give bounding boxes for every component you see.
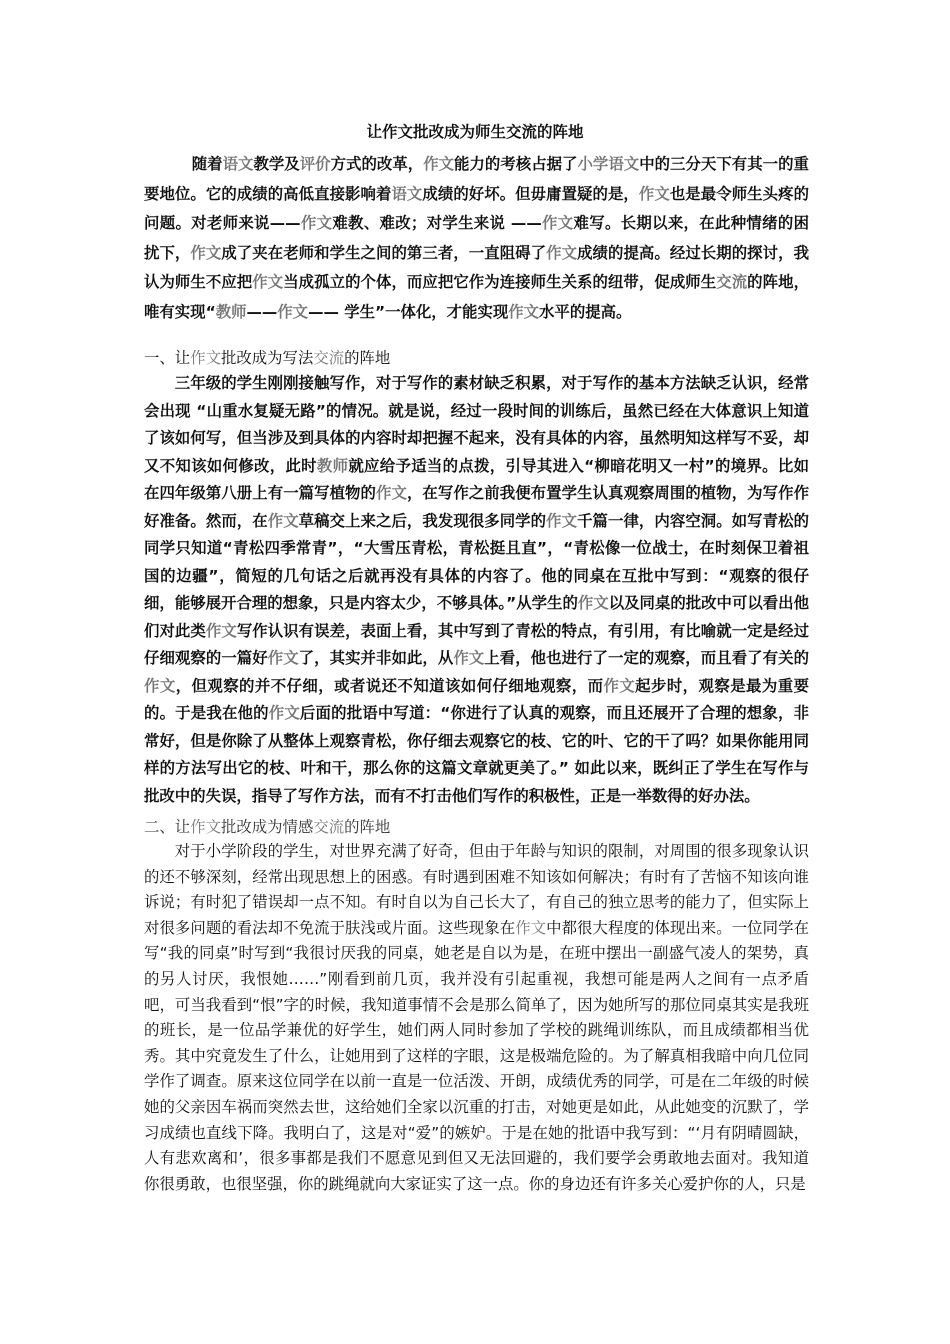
keyword-link[interactable]: 作文	[277, 302, 309, 321]
text-run: 三年级的学生刚刚接触写作，对于写作的素材缺乏积累，对于写作的基本方法缺乏认识，经常会出现 “山重水复疑无路”的情况。就是说，经过一段时间的训练后，虽然已经在大体意识上知道了该如何写，但当涉及到具体的内容时却把握不起来，没有具体的内容，虽然明知这样写不妥，却又不知该如何修改，此时	[144, 374, 809, 475]
section-2	[144, 815, 809, 1197]
text-run: 写作认识有误差，表面上看，其中写到了青松的特点，有引用，有比喻就一定是经过仔细观察的一篇好	[144, 621, 809, 667]
keyword-link[interactable]: 作文	[267, 649, 299, 667]
text-run: 后面的批语中写道：“你进行了认真的观察，而且还展开了合理的想象，非常好，但是你除了从整体上观察青松，你仔细去观察它的枝、它的叶、它的干了吗？如果你能用同样的方法写出它的枝、叶和干，那么你的这篇文章就更美了。” 如此以来，既纠正了学生在写作与批改中的失误，指导了写作方法，而有不打击他们写作的积极性，正是一举数得的好办法。	[144, 704, 809, 805]
text-run: 起步时，观察是最为重要的。于是我在他的	[144, 676, 809, 722]
text-run: 的阵地，唯有实现“	[144, 273, 809, 321]
text-run: 水平的提高。	[539, 302, 632, 321]
text-run: 难教、难改；对学生来说 ——	[332, 214, 542, 232]
text-run: ，但观察的并不仔细，或者说还不知道该如何仔细地观察，而	[175, 676, 604, 695]
keyword-link[interactable]: 教师	[215, 302, 247, 321]
keyword-link[interactable]: 作文	[546, 511, 578, 530]
section-1-heading	[144, 346, 809, 370]
text-run: 成绩的好坏。但毋庸置疑的是，	[422, 184, 639, 203]
text-run: 随着	[191, 155, 223, 173]
text-run: 批改成为写法	[220, 349, 314, 367]
text-run: 的阵地	[344, 349, 391, 367]
keyword-link[interactable]: 语文	[391, 184, 423, 203]
text-run: 方式的改革，	[330, 155, 424, 173]
text-run: 中都很大程度的体现出来。一位同学在写“我的同桌”时写到“我很讨厌我的同桌，她老是自以为是，在班中摆出一副盛气凌人的架势，真的另人讨厌，我恨她……”刚看到前几页，我并没有引起重视，我想可能是两人之间有一点矛盾吧，可当我看到“恨”字的时候，我知道事情不会是那么简单了，因为她所写的那位同桌其实是我班的班长，是一位品学兼优的好学生，她们两人同时参加了学校的跳绳训练队，而且成绩都相当优秀。其中究竟发生了什么，让她用到了这样的字眼，这是极端危险的。为了解真相我暗中向几位同学作了调查。原来这位同学在以前一直是一位活泼、开朗，成绩优秀的同学，可是在二年级的时候她的父亲因车祸而突然去世，这给她们全家以沉重的打击，对她更是如此，从此她变的沉默了，学习成绩也直线下降。我明白了，这是对“爱”的嫉妒。于是在她的批语中我写到：“‘月有阴晴圆缺，人有悲欢离和’，很多事都是我们不愿意见到但又无法回避的，我们要学会勇敢地去面对。我知道你很勇敢，也很坚强，你的跳绳就向大家证实了这一点。你的身边还有许多关心爱护你的人，只是	[144, 918, 809, 1193]
text-run: —— 学生”一体化，才能实现	[308, 302, 509, 321]
keyword-link[interactable]: 作文	[577, 594, 609, 612]
text-run: 就应给予适当的点拨，引导其进入“柳暗花明又一村”的境界。比如在四年级第八册上有一篇写植物的	[144, 456, 809, 502]
keyword-link[interactable]: 作文	[376, 484, 407, 502]
keyword-link[interactable]: 作文	[515, 918, 547, 937]
keyword-link[interactable]: 作文	[508, 302, 540, 321]
keyword-link[interactable]: 作文	[252, 273, 284, 291]
keyword-link[interactable]: 作文	[144, 676, 176, 695]
text-run: 批改成为情感	[220, 818, 314, 836]
keyword-link[interactable]: 交流	[716, 273, 748, 291]
section-2-paragraph	[144, 839, 809, 1197]
keyword-link[interactable]: 作文	[541, 214, 574, 232]
text-run: 中的三分天下有其一的重要地位。它的成绩的高低直接影响着	[144, 155, 809, 203]
keyword-link[interactable]: 交流	[313, 818, 345, 836]
keyword-link[interactable]: 作文	[300, 214, 333, 232]
keyword-link[interactable]: 评价	[299, 155, 331, 173]
keyword-link[interactable]: 作文	[268, 704, 300, 722]
text-run: 对于小学阶段的学生，对世界充满了好奇，但由于年龄与知识的限制，对周围的很多现象认识的还不够深刻，经常出现思想上的困惑。有时遇到困难不知该如何解决；有时有了苦恼不知该向谁诉说；有时犯了错误却一点不知。有时自以为自己长大了，有自己的独立思考的能力了，但实际上对很多问题的看法却不免流于肤浅或片面。这些现象在	[144, 842, 809, 937]
section-1	[144, 346, 809, 810]
text-run: 一、让	[144, 349, 191, 367]
text-run: 以及同桌的批改中可以看出他们对此类	[144, 594, 809, 640]
keyword-link[interactable]: 教师	[316, 456, 349, 475]
keyword-link[interactable]: 小学语文	[577, 155, 640, 173]
keyword-link[interactable]: 交流	[313, 349, 345, 367]
keyword-link[interactable]: 作文	[546, 243, 578, 262]
intro-block	[144, 150, 809, 327]
text-run: ，在写作之前我便布置学生认真观察周围的植物，为写作作好准备。然而，在	[144, 484, 809, 530]
text-run: ——	[246, 302, 278, 321]
text-run: 也是最令师生头疼的问题。对老师来说——	[144, 184, 809, 232]
keyword-link[interactable]: 作文	[453, 649, 485, 667]
text-run: 难写。长期以来，在此种情绪的困扰下，	[144, 214, 809, 262]
keyword-link[interactable]: 作文	[638, 184, 670, 203]
text-run: 成绩的提高。经过长期的探讨，我认为师生不应把	[144, 243, 809, 291]
document-title: 让作文批改成为师生交流的阵地	[366, 123, 584, 141]
text-run: 教学及	[253, 155, 300, 173]
keyword-link[interactable]: 作文	[603, 676, 636, 695]
text-run: 成了夹在老师和学生之间的第三者，一直阻碍了	[221, 243, 547, 262]
intro-paragraph	[144, 150, 809, 327]
text-run: 能力的考核占据了	[454, 155, 578, 173]
text-run: 了，其实并非如此，从	[298, 649, 454, 667]
keyword-link[interactable]: 作文	[190, 349, 221, 367]
keyword-link[interactable]: 作文	[190, 818, 221, 836]
text-run: 的阵地	[344, 818, 391, 836]
text-run: 二、让	[144, 818, 191, 836]
keyword-link[interactable]: 语文	[222, 155, 254, 173]
text-run: 当成孤立的个体，而应把它作为连接师生关系的纽带，促成师生	[283, 273, 717, 291]
section-1-paragraph	[144, 370, 809, 810]
text-run: 草稿交上来之后，我发现很多同学的	[298, 511, 547, 530]
keyword-link[interactable]: 作文	[267, 511, 299, 530]
section-2-heading	[144, 815, 809, 839]
keyword-link[interactable]: 作文	[205, 621, 237, 640]
text-run: 千篇一律，内容空洞。如写青松的同学只知道“青松四季常青”，“大雪压青松，青松挺且直”，“青松像一位战士，在时刻保卫着祖国的边疆”，简短的几句话之后就再没有具体的内容了。他的同桌在互批中写到：“观察的很仔细，能够展开合理的想象，只是内容太少，不够具体。”从学生的	[144, 511, 809, 612]
keyword-link[interactable]: 作文	[190, 243, 222, 262]
keyword-link[interactable]: 作文	[423, 155, 455, 173]
text-run: 上看，他也进行了一定的观察，而且看了有关的	[484, 649, 809, 667]
